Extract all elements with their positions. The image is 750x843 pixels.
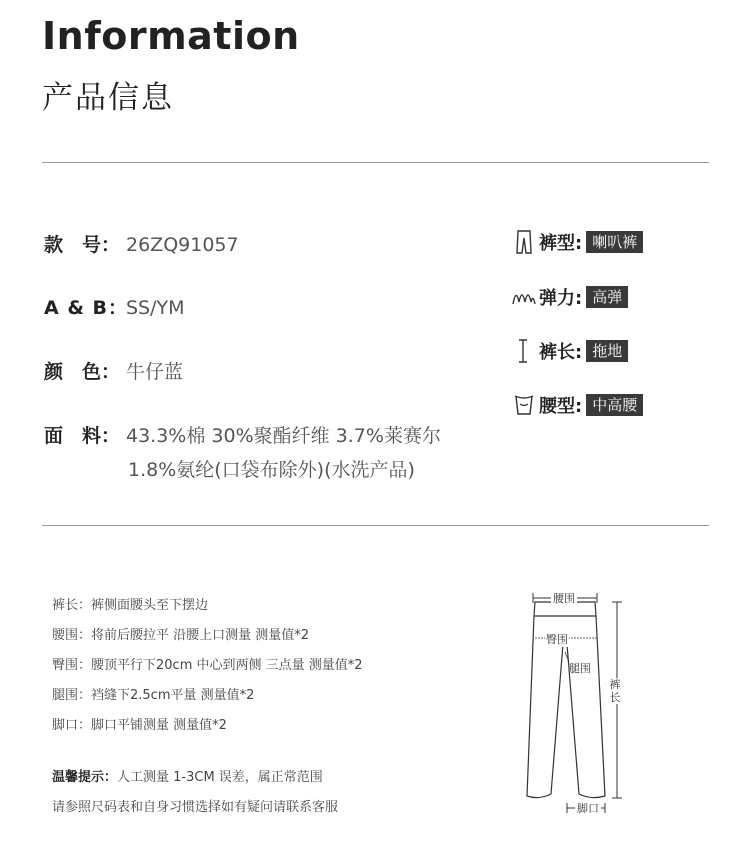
spec-fabric-label: 面 料： bbox=[44, 425, 121, 447]
diagram-label-length: 裤长 bbox=[609, 678, 621, 704]
tag-stretch-value: 高弹 bbox=[586, 286, 628, 308]
spec-style-no-label: 款 号： bbox=[44, 234, 121, 256]
tip-title: 温馨提示： bbox=[52, 770, 118, 785]
tag-stretch-label: 弹力: bbox=[539, 288, 583, 309]
title-english: Information bbox=[42, 14, 300, 58]
note-hem: 脚口：脚口平铺测量 测量值*2 bbox=[52, 718, 227, 733]
tag-waist bbox=[512, 392, 643, 418]
diagram-label-waist: 腰围 bbox=[553, 592, 575, 605]
tag-stretch bbox=[512, 284, 628, 310]
tag-waist-value: 中高腰 bbox=[586, 394, 643, 416]
tip-footer: 请参照尺码表和自身习惯选择如有疑问请联系客服 bbox=[52, 800, 339, 815]
diagram-label-hip: 臀围 bbox=[546, 633, 568, 646]
title-chinese: 产品信息 bbox=[42, 80, 174, 116]
tip-line bbox=[52, 766, 323, 785]
waist-icon bbox=[512, 392, 536, 418]
spec-ab bbox=[44, 293, 185, 320]
spec-ab-value: SS/YM bbox=[126, 297, 185, 319]
spec-fabric-line2: 1.8%氨纶(口袋布除外)(水洗产品) bbox=[128, 459, 415, 481]
tag-pants-type bbox=[512, 229, 643, 255]
divider-bottom bbox=[42, 525, 709, 526]
pants-measurement-diagram bbox=[505, 586, 635, 818]
diagram-label-hem: 脚口 bbox=[577, 802, 599, 815]
spec-style-no-value: 26ZQ91057 bbox=[126, 234, 239, 256]
spec-color-label: 颜 色： bbox=[44, 361, 121, 383]
note-hip: 臀围：腰顶平行下20cm 中心到两侧 三点量 测量值*2 bbox=[52, 658, 363, 673]
note-length: 裤长：裤侧面腰头至下摆边 bbox=[52, 598, 209, 613]
spec-color bbox=[44, 357, 183, 384]
tag-waist-label: 腰型: bbox=[539, 396, 583, 417]
spec-ab-label: A & B： bbox=[44, 297, 128, 319]
spec-color-value: 牛仔蓝 bbox=[126, 361, 184, 383]
pants-icon bbox=[512, 229, 536, 255]
tag-length bbox=[512, 338, 628, 364]
tip-text: 人工测量 1-3CM 误差，属正常范围 bbox=[117, 770, 323, 785]
diagram-label-thigh: 腿围 bbox=[569, 662, 591, 675]
length-icon bbox=[512, 338, 536, 364]
spec-style-no bbox=[44, 230, 239, 257]
tag-length-value: 拖地 bbox=[586, 340, 628, 362]
divider-top bbox=[42, 162, 709, 163]
note-thigh: 腿围：裆缝下2.5cm平量 测量值*2 bbox=[52, 688, 255, 703]
tag-pants-type-value: 喇叭裤 bbox=[586, 231, 643, 253]
note-waist: 腰围：将前后腰拉平 沿腰上口测量 测量值*2 bbox=[52, 628, 310, 643]
tag-length-label: 裤长: bbox=[539, 342, 583, 363]
tag-pants-type-label: 裤型: bbox=[539, 233, 583, 254]
spec-fabric bbox=[44, 421, 441, 448]
spec-fabric-line1: 43.3%棉 30%聚酯纤维 3.7%莱赛尔 bbox=[126, 425, 441, 447]
stretch-icon bbox=[512, 284, 536, 310]
